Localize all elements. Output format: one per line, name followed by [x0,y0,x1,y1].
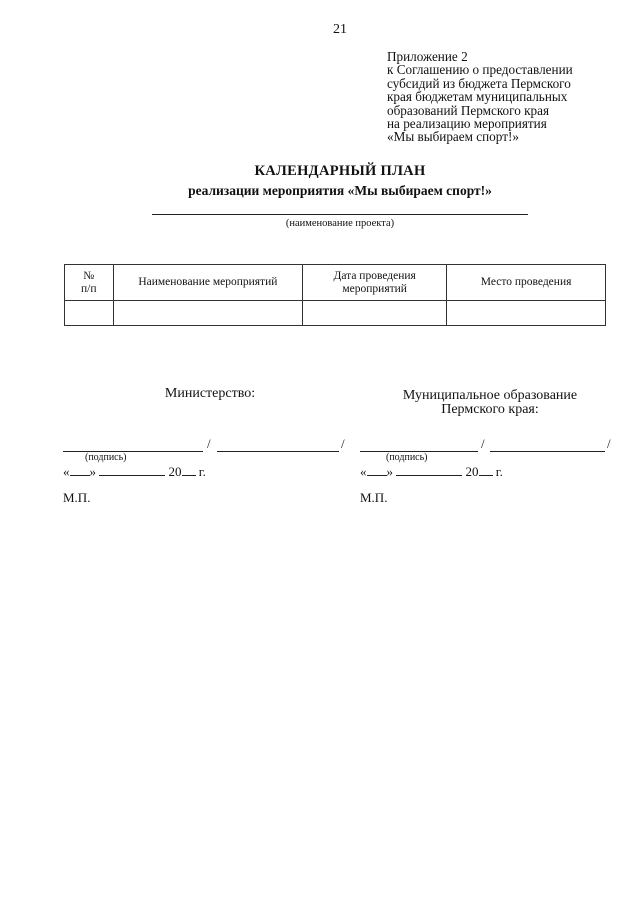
appendix-line: на реализацию мероприятия [387,116,547,132]
ministry-stamp-place: М.П. [63,490,91,505]
ministry-quote-close: » [89,464,96,479]
appendix-line: образований Пермского края [387,102,550,118]
ministry-date [63,464,206,479]
calendar-plan-table [64,264,606,326]
table-header-row [65,265,606,301]
ministry-day-field[interactable] [70,464,90,476]
ministry-year-prefix: 20 [168,464,182,479]
municipality-slash-end: / [607,436,611,451]
municipality-year-prefix: 20 [465,464,479,479]
table-cell-event-date[interactable] [303,301,447,326]
ministry-slash: / [207,436,211,451]
municipality-day-field[interactable] [367,464,387,476]
header-event-date-line2: мероприятий [342,282,407,295]
header-event-name-text: Наименование мероприятий [138,276,278,289]
ministry-year-suffix: г. [198,464,206,479]
document-title: КАЛЕНДАРНЫЙ ПЛАН [254,163,426,179]
municipality-name-line[interactable] [490,451,605,452]
appendix-line: Приложение 2 [387,49,468,64]
municipality-month-field[interactable] [396,464,462,476]
municipality-sign-caption: (подпись) [386,452,428,463]
appendix-line: субсидий из бюджета Пермского [387,75,571,91]
ministry-year-field[interactable] [182,464,196,476]
appendix-line: «Мы выбираем спорт!» [387,129,519,145]
header-event-place [447,265,606,301]
municipality-title-line2: Пермского края: [441,402,539,417]
header-number [65,265,114,301]
table-cell-number[interactable] [65,301,114,326]
appendix-line: края бюджетам муниципальных [387,89,568,105]
municipality-title-line1: Муниципальное образование [402,388,578,403]
municipality-date [360,464,503,479]
ministry-signature-line[interactable] [63,451,203,452]
ministry-quote-open: « [63,464,70,479]
municipality-stamp-place: М.П. [360,490,388,505]
header-event-place-text: Место проведения [480,276,572,289]
ministry-month-field[interactable] [99,464,165,476]
page-number: 21 [333,22,347,37]
municipality-title [370,389,610,417]
project-name-caption: (наименование проекта) [285,218,395,229]
header-event-name [113,265,303,301]
header-number-line1: № [83,270,95,282]
ministry-name-line[interactable] [217,451,339,452]
document-subtitle: реализации мероприятия «Мы выбираем спорт!» [188,183,492,198]
header-number-line2: п/п [81,282,97,295]
municipality-slash: / [481,436,485,451]
ministry-title: Министерство: [164,386,256,401]
header-event-date-line1: Дата проведения [333,270,416,282]
municipality-quote-open: « [360,464,367,479]
project-name-line[interactable] [152,214,528,215]
table-row [65,301,606,326]
table-cell-event-place[interactable] [447,301,606,326]
municipality-quote-close: » [386,464,393,479]
appendix-note [387,50,632,144]
table-cell-event-name[interactable] [113,301,303,326]
ministry-sign-caption: (подпись) [85,452,127,463]
appendix-line: к Соглашению о предоставлении [387,62,573,78]
ministry-slash-end: / [341,436,345,451]
municipality-year-field[interactable] [479,464,493,476]
header-event-date [303,265,447,301]
municipality-year-suffix: г. [495,464,503,479]
